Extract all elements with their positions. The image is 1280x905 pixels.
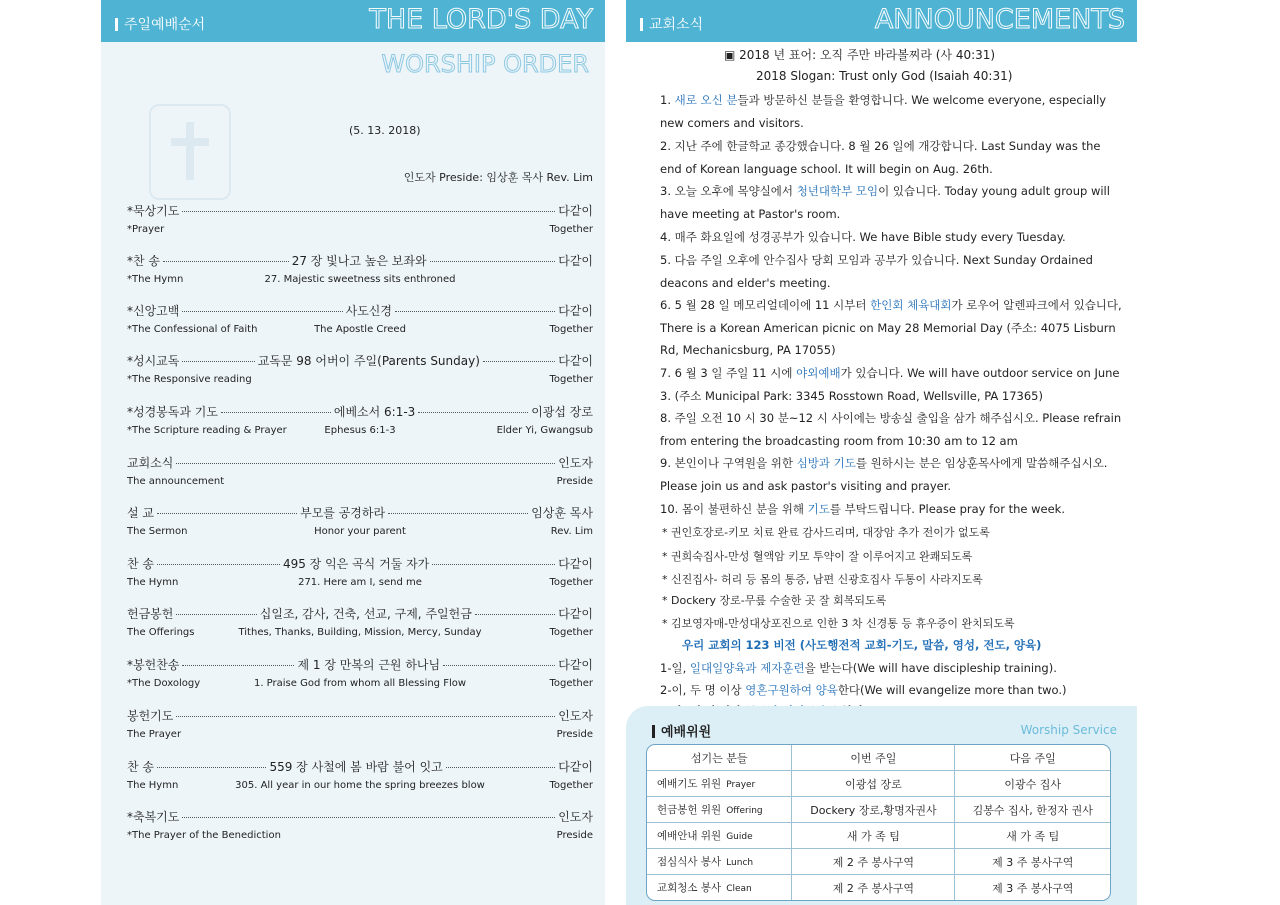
vision-item xyxy=(660,682,1066,698)
order-item-title-en: *The Hymn xyxy=(127,274,184,285)
order-item-en-row xyxy=(127,274,593,288)
order-item-detail: 27 장 빛나고 높은 보좌와 xyxy=(291,254,427,268)
order-item-ko-row xyxy=(127,707,593,724)
left-header-bar xyxy=(101,0,605,42)
announcement-item xyxy=(660,89,1123,134)
order-item-en-row xyxy=(127,577,593,591)
announcement-item xyxy=(660,407,1123,452)
prayer-item: * 권희숙집사-만성 혈액암 키모 투약이 잘 이루어지고 완쾌되도록 xyxy=(662,550,973,563)
order-item-en-row xyxy=(127,830,593,844)
service-row xyxy=(647,797,1110,823)
order-item-title: *찬 송 xyxy=(127,254,160,268)
leader-dots xyxy=(430,261,556,262)
order-item-en-row xyxy=(127,224,593,238)
order-item-detail: 사도신경 xyxy=(345,304,392,318)
order-item-ko-row xyxy=(127,252,593,269)
prayer-item: * 김보영자매-만성대상포진으로 인한 3 차 신경통 등 휴우증이 완치되도록 xyxy=(662,617,1015,630)
order-item-title-en: *The Prayer of the Benediction xyxy=(127,830,281,841)
order-item-title-en: The Sermon xyxy=(127,526,188,537)
order-item-en-row xyxy=(127,678,593,692)
order-item-ko-row xyxy=(127,758,593,775)
order-item-leader-en: Rev. Lim xyxy=(550,526,593,537)
leader-dots xyxy=(443,665,555,666)
order-item-leader-en: Elder Yi, Gwangsub xyxy=(496,425,593,436)
order-item-en-row xyxy=(127,425,593,439)
order-item-ko-row xyxy=(127,302,593,319)
order-item-leader: 다같이 xyxy=(558,254,594,268)
leader-dots xyxy=(483,361,555,362)
order-item-detail-en: The Apostle Creed xyxy=(314,324,406,335)
announcement-text: 5. 다음 주일 오후에 안수집사 당회 모임과 공부가 있습니다. Next Sunday Ordained deacons and elder's meeting. xyxy=(660,253,1093,290)
leader-dots xyxy=(388,513,528,514)
order-item-title: 교회소식 xyxy=(127,456,174,470)
order-item-detail: 559 장 사철에 봄 바람 불어 잇고 xyxy=(269,760,443,774)
order-item-leader: 다같이 xyxy=(558,354,594,368)
order-item-detail-en: Ephesus 6:1-3 xyxy=(324,425,396,436)
order-item-title: *성경봉독과 기도 xyxy=(127,405,218,419)
service-title: 예배위원 xyxy=(652,721,711,740)
order-item-ko-row xyxy=(127,555,593,572)
prayer-item: * Dockery 장로-무릎 수술한 곳 잘 회복되도록 xyxy=(662,594,887,607)
vision-highlight: 영혼구원하여 양육 xyxy=(745,683,838,697)
service-header-role: 섬기는 분들 xyxy=(647,745,792,771)
order-item-ko-row xyxy=(127,202,593,219)
announcement-item xyxy=(660,249,1123,294)
order-item-leader: 다같이 xyxy=(558,204,593,218)
order-item-leader-en: Together xyxy=(549,324,593,335)
order-item xyxy=(127,352,593,388)
order-item-title-en: *The Doxology xyxy=(127,678,201,689)
prayer-item: * 신진집사- 허리 등 몸의 통증, 남편 신광호집사 두통이 사라지도록 xyxy=(662,573,983,586)
leader-dots xyxy=(446,767,555,768)
announcement-text: 8. 주일 오전 10 시 30 분~12 시 사이에는 방송실 출입을 삼가 해주십시오. Please refrain from entering the broadcasting room from 10:30 am to 12 am xyxy=(660,411,1122,448)
announcement-text: 6. 5 월 28 일 메모리얼데이에 11 시부터 xyxy=(660,298,871,312)
announcement-highlight: 기도 xyxy=(807,502,830,516)
order-item-title: *봉헌찬송 xyxy=(127,658,180,672)
service-row xyxy=(647,875,1110,900)
leader-dots xyxy=(157,513,297,514)
announcement-highlight: 심방과 기도 xyxy=(796,456,856,470)
service-next-week: 김봉수 집사, 한정자 권사 xyxy=(955,797,1110,823)
right-header-title: ANNOUNCEMENTS xyxy=(874,4,1125,35)
order-item-leader: 임상훈 목사 xyxy=(531,506,593,520)
leader-dots xyxy=(176,614,256,615)
order-item xyxy=(127,758,593,794)
order-item-detail: 교독문 98 어버이 주일(Parents Sunday) xyxy=(257,354,480,368)
prayer-item: * 권인호장로-키모 치료 완료 감사드리며, 대장암 추가 전이가 없도록 xyxy=(662,526,990,539)
service-row xyxy=(647,771,1110,797)
order-item-detail: 495 장 익은 곡식 거둘 자가 xyxy=(282,557,430,571)
leader-dots xyxy=(221,412,331,413)
announcement-text: 7. 6 월 3 일 주일 11 시에 xyxy=(660,366,797,380)
order-item-leader: 다같이 xyxy=(558,557,593,571)
announcement-text: 1. xyxy=(660,93,675,107)
order-item-title: *축복기도 xyxy=(127,810,180,824)
worship-order-page xyxy=(101,0,605,905)
vision-title: 우리 교회의 123 비전 (사도행전적 교회-기도, 말씀, 영성, 전도, 양육) xyxy=(682,638,1042,652)
service-date: (5. 13. 2018) xyxy=(349,124,421,137)
leader-dots xyxy=(432,564,555,565)
order-item-leader: 이광섭 장로 xyxy=(531,405,593,419)
order-item-leader-en: Together xyxy=(549,224,593,235)
announcement-text: 9. 본인이나 구역원을 위한 xyxy=(660,456,797,470)
order-item xyxy=(127,808,593,844)
announcement-item xyxy=(660,226,1123,249)
announcement-item xyxy=(660,135,1123,180)
order-item xyxy=(127,252,593,288)
order-item-detail-en: 271. Here am I, send me xyxy=(298,577,422,588)
order-item-en-row xyxy=(127,526,593,540)
order-item-leader-en: Together xyxy=(549,374,593,385)
announcement-text: 10. 몸이 불편하신 분을 위해 xyxy=(660,502,808,516)
order-item-leader: 다같이 xyxy=(558,760,593,774)
order-item-title-en: The announcement xyxy=(127,476,225,487)
announcements-page xyxy=(626,0,1137,905)
order-item xyxy=(127,202,593,238)
vision-text-cont: 을 받는다(We will have discipleship training). xyxy=(804,661,1057,675)
announcement-text-cont: 를 부탁드립니다. Please pray for the week. xyxy=(829,502,1065,516)
order-item-leader: 다같이 xyxy=(558,304,593,318)
service-header-this-week: 이번 주일 xyxy=(792,745,955,771)
announcement-item xyxy=(660,452,1123,497)
order-item-en-row xyxy=(127,729,593,743)
order-item-title-en: *The Responsive reading xyxy=(127,374,252,385)
service-this-week: 제 2 주 봉사구역 xyxy=(792,849,955,875)
leader-dots xyxy=(157,564,280,565)
service-next-week: 새 가 족 팀 xyxy=(955,823,1110,849)
announcement-text-cont: 가 로우어 알렌파크에서 있습니다, There is a Korean American picnic on May 28 Memorial Day (주소: 4075 Lisburn Rd, Mechanicsburg, PA 17055) xyxy=(660,298,1122,357)
service-this-week: 새 가 족 팀 xyxy=(792,823,955,849)
leader-dots xyxy=(182,817,555,818)
leader-dots xyxy=(418,412,528,413)
service-next-week: 제 3 주 봉사구역 xyxy=(955,849,1110,875)
order-item-detail-en: Tithes, Thanks, Building, Mission, Mercy, Sunday xyxy=(238,627,482,638)
order-item-leader: 인도자 xyxy=(558,456,593,470)
service-role: 교회청소 봉사 Clean xyxy=(647,875,792,900)
order-item-title: *성시교독 xyxy=(127,354,180,368)
order-item-title: 봉헌기도 xyxy=(127,709,174,723)
service-role: 헌금봉헌 위원 Offering xyxy=(647,797,792,823)
order-item xyxy=(127,403,593,439)
announcement-highlight: 야외예배 xyxy=(796,366,841,380)
order-item-en-row xyxy=(127,627,593,641)
announcement-text: 3. 오늘 오후에 목양실에서 xyxy=(660,184,797,198)
vision-text: 1-일, xyxy=(660,661,690,675)
order-item-leader-en: Together xyxy=(549,678,593,689)
order-item-ko-row xyxy=(127,454,593,471)
order-item-detail-en: 305. All year in our home the spring breezes blow xyxy=(235,780,485,791)
order-item-title: 찬 송 xyxy=(127,557,154,571)
order-item xyxy=(127,656,593,692)
order-item-title-en: The Offerings xyxy=(127,627,195,638)
order-item-leader-en: Preside xyxy=(556,476,593,487)
order-item-leader-en: Together xyxy=(549,627,593,638)
left-header-label: 주일예배순서 xyxy=(115,14,205,34)
order-item-ko-row xyxy=(127,504,593,521)
order-item-leader: 다같이 xyxy=(558,658,594,672)
leader-dots xyxy=(182,211,555,212)
order-item-ko-row xyxy=(127,352,593,369)
slogan-english: 2018 Slogan: Trust only God (Isaiah 40:31) xyxy=(756,69,1013,83)
announcement-item xyxy=(660,362,1123,407)
order-item-title: 설 교 xyxy=(127,506,154,520)
order-item-en-row xyxy=(127,780,593,794)
order-item-title-en: The Prayer xyxy=(127,729,182,740)
announcement-item xyxy=(660,498,1123,521)
service-row xyxy=(647,823,1110,849)
order-item-detail: 십일조, 감사, 건축, 선교, 구제, 주일헌금 xyxy=(259,607,472,621)
leader-dots xyxy=(157,767,266,768)
order-item xyxy=(127,555,593,591)
order-item-leader: 다같이 xyxy=(558,607,593,621)
order-item xyxy=(127,454,593,490)
announcement-text-cont: 들과 방문하신 분들을 환영합니다. We welcome everyone, especially new comers and visitors. xyxy=(660,93,1107,130)
leader-dots xyxy=(176,716,555,717)
announcement-highlight: 청년대학부 모임 xyxy=(796,184,879,198)
order-item xyxy=(127,605,593,641)
slogan-korean: ▣ 2018 년 표어: 오직 주만 바라볼찌라 (사 40:31) xyxy=(724,48,996,62)
vision-highlight: 일대일양육과 제자훈련 xyxy=(689,661,805,675)
worship-order-subtitle: WORSHIP ORDER xyxy=(381,50,589,78)
service-table xyxy=(646,744,1111,901)
order-item-detail-en: 27. Majestic sweetness sits enthroned xyxy=(264,274,456,285)
order-item-leader-en: Together xyxy=(549,780,593,791)
order-item-leader-en: Together xyxy=(549,577,593,588)
service-role: 점심식사 봉사 Lunch xyxy=(647,849,792,875)
right-header-label: 교회소식 xyxy=(640,14,703,34)
preside-line: 인도자 Preside: 임상훈 목사 Rev. Lim xyxy=(403,171,593,184)
cross-watermark-icon xyxy=(149,104,231,200)
announcement-text: 2. 지난 주에 한글학교 종강했습니다. 8 월 26 일에 개강합니다. Last Sunday was the end of Korean language school. It will begin on Aug. 26th. xyxy=(660,139,1101,176)
order-item-detail: 부모를 공경하라 xyxy=(300,506,386,520)
order-item-title-en: *Prayer xyxy=(127,224,165,235)
order-item-title-en: The Hymn xyxy=(127,780,179,791)
order-item-en-row xyxy=(127,324,593,338)
leader-dots xyxy=(182,665,294,666)
order-item-detail: 제 1 장 만복의 근원 하나님 xyxy=(297,658,441,672)
service-header-next-week: 다음 주일 xyxy=(955,745,1110,771)
service-this-week: 이광섭 장로 xyxy=(792,771,955,797)
vision-text-cont: 한다(We will evangelize more than two.) xyxy=(837,683,1067,697)
order-item xyxy=(127,302,593,338)
announcement-text-cont: 가 있습니다. We will have outdoor service on June 3. (주소 Municipal Park: 3345 Rosstown Road, Wellsville, PA 17365) xyxy=(660,366,1120,403)
order-item-title-en: The Hymn xyxy=(127,577,179,588)
leader-dots xyxy=(163,261,289,262)
order-item-detail-en: Honor your parent xyxy=(314,526,406,537)
service-row xyxy=(647,849,1110,875)
right-header-bar xyxy=(626,0,1137,42)
service-this-week: Dockery 장로,황명자권사 xyxy=(792,797,955,823)
service-this-week: 제 2 주 봉사구역 xyxy=(792,875,955,900)
left-header-title: THE LORD'S DAY xyxy=(369,4,593,35)
order-item-title: *묵상기도 xyxy=(127,204,180,218)
worship-service-section xyxy=(626,706,1137,905)
announcement-highlight: 한인회 체육대회 xyxy=(870,298,952,312)
announcement-item xyxy=(660,294,1123,362)
order-item-ko-row xyxy=(127,605,593,622)
order-item-ko-row xyxy=(127,808,593,825)
vision-text: 2-이, 두 명 이상 xyxy=(660,683,746,697)
service-role: 예배안내 위원 Guide xyxy=(647,823,792,849)
order-item-ko-row xyxy=(127,656,593,673)
leader-dots xyxy=(182,311,342,312)
announcement-text-cont: 를 원하시는 분은 임상훈목사에게 말씀해주십시오. Please join us and ask pastor's visiting and prayer. xyxy=(660,456,1108,493)
order-item-title-en: *The Confessional of Faith xyxy=(127,324,258,335)
order-item-title: 헌금봉헌 xyxy=(127,607,174,621)
leader-dots xyxy=(182,361,254,362)
leader-dots xyxy=(475,614,555,615)
order-item-detail: 에베소서 6:1-3 xyxy=(333,405,416,419)
order-item xyxy=(127,504,593,540)
order-item-en-row xyxy=(127,476,593,490)
order-item-leader-en: Preside xyxy=(556,830,593,841)
order-item-title: 찬 송 xyxy=(127,760,154,774)
order-item-en-row xyxy=(127,374,593,388)
order-item xyxy=(127,707,593,743)
order-item-leader-en: Preside xyxy=(556,729,593,740)
order-item-leader: 인도자 xyxy=(558,810,593,824)
vision-item xyxy=(660,660,1057,676)
announcement-text-cont: 이 있습니다. Today young adult group will have meeting at Pastor's room. xyxy=(660,184,1110,221)
order-item-title-en: *The Scripture reading & Prayer xyxy=(127,425,287,436)
service-title-en: Worship Service xyxy=(1020,723,1117,737)
order-item-leader: 인도자 xyxy=(558,709,593,723)
announcement-item xyxy=(660,180,1123,225)
service-next-week: 이광수 집사 xyxy=(955,771,1110,797)
service-next-week: 제 3 주 봉사구역 xyxy=(992,881,1074,895)
leader-dots xyxy=(395,311,555,312)
service-role: 예배기도 위원 Prayer xyxy=(647,771,792,797)
order-item-detail-en: 1. Praise God from whom all Blessing Flow xyxy=(253,678,467,689)
order-item-title: *신앙고백 xyxy=(127,304,180,318)
order-item-ko-row xyxy=(127,403,593,420)
leader-dots xyxy=(176,463,555,464)
announcement-text: 4. 매주 화요일에 성경공부가 있습니다. We have Bible study every Tuesday. xyxy=(660,230,1066,244)
announcement-highlight: 새로 오신 분 xyxy=(674,93,738,107)
